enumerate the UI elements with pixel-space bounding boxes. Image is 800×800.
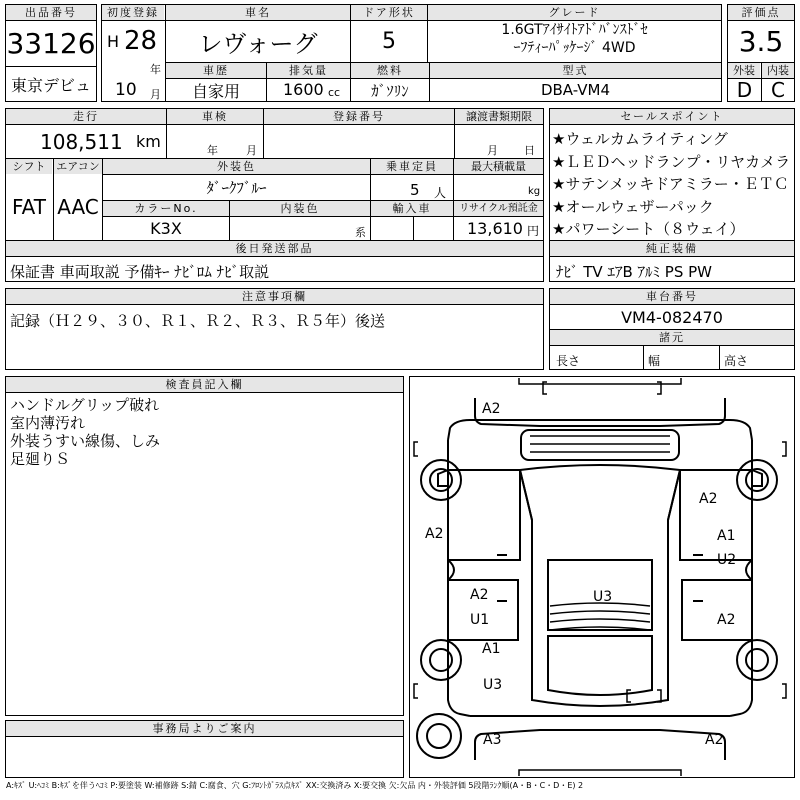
venue: 東京デビュ [10,75,91,95]
era: H [107,32,120,51]
inspector-notes [10,396,160,468]
grade-line1: 1.6GTｱｲｻｲﾄｱﾄﾞﾊﾞﾝｽﾄﾞｾ [501,22,648,38]
lot-label: 出品番号 [6,5,96,20]
history-label: 車歴 [166,63,266,78]
interior-label: 内装 [762,63,794,78]
inspection-month-unit: 月 [246,144,257,157]
history-value: 自家用 [191,81,240,101]
office-label: 事務局よりご案内 [6,721,403,736]
sales-point: ★パワーシート（８ウェイ） [552,220,745,238]
car-diagram [409,376,795,778]
load-unit: kg [528,186,541,197]
left-rear-wheel [421,640,461,680]
grade-label: グレード [428,5,721,20]
damage-mark: A3 [483,732,502,748]
right-front-door [680,470,752,560]
recycle-value: 13,610 [467,219,523,238]
model-label: 型式 [430,63,721,78]
sales-point: ★サテンメッキドアミラー・ＥＴＣ [552,175,789,193]
exterior-label: 外装 [728,63,760,78]
right-mirror [752,470,762,486]
first-reg-year: 28 [124,26,158,56]
rear-roof-outline [519,770,681,776]
front-bumper-outline [475,398,725,426]
displacement-value: 1600 [283,80,324,99]
inspection-year-unit: 年 [207,144,218,157]
fuel-value: ｶﾞｿﾘﾝ [371,81,409,100]
mileage-label: 走行 [6,109,166,124]
chassis-number: VM4-082470 [621,307,723,327]
transfer-day-unit: 日 [524,144,535,157]
first-reg-month: 10 [115,80,137,100]
displacement-label: 排気量 [267,63,350,78]
shift-label: シフト [6,159,52,174]
length-label: 長さ [556,354,581,368]
inspector-line: 室内薄汚れ [10,414,86,432]
sales-point: ★ＬＥＤヘッドランプ・リヤカメラ [552,152,791,171]
interior-color-label: 内装色 [230,201,370,216]
damage-mark: A2 [717,612,736,628]
right-rear-door [682,580,752,640]
damage-mark: A2 [425,526,444,542]
inspector-line: 外装うすい線傷、しみ [10,432,161,450]
later-parts-label: 後日発送部品 [6,241,543,256]
sales-points-label: セールスポイント [550,109,794,124]
model-value: DBA-VM4 [540,81,611,99]
lot-number: 33126 [6,26,96,60]
damage-mark: A2 [482,401,501,417]
transfer-label: 譲渡書類期限 [455,109,543,124]
damage-mark: U2 [717,552,737,568]
notes-text: 記録（Ｈ２９、３０、Ｒ１、Ｒ２、Ｒ３、Ｒ５年）後送 [10,312,386,330]
recycle-unit: 円 [527,224,540,238]
chassis-label: 車台番号 [550,289,794,304]
cabin-outline [520,465,680,706]
right-front-wheel [737,460,777,500]
score-value: 3.5 [738,24,784,58]
damage-mark: A2 [470,587,489,603]
width-label: 幅 [648,354,661,368]
year-unit: 年 [150,63,161,76]
inspector-label: 検査員記入欄 [6,377,403,392]
doors-label: ドア形状 [351,5,427,20]
car-name-label: 車名 [166,5,350,20]
displacement-unit: cc [328,86,341,99]
inspector-line: ハンドルグリップ破れ [10,396,160,414]
inspection-label: 車検 [167,109,263,124]
month-unit: 月 [150,88,161,101]
mileage-unit: km [136,132,161,151]
car-name: レヴォーグ [198,29,318,58]
sales-points-list [552,128,794,241]
mileage-value: 108,511 [40,130,123,154]
damage-mark: U3 [483,677,503,693]
notes-label: 注意事項欄 [6,289,543,304]
left-front-wheel [421,460,461,500]
damage-mark: U3 [593,589,613,605]
interior-score: C [771,79,785,101]
first-reg-label: 初度登録 [102,5,164,20]
shift-value: FAT [11,195,46,219]
ac-label: エアコン [54,159,102,174]
load-label: 最大積載量 [454,159,543,174]
right-rear-wheel [737,640,777,680]
rear-bumper-outline [475,730,725,760]
color-no-label: カラーNo. [103,201,229,216]
left-front-door [448,470,520,560]
exterior-score: D [736,79,753,101]
sales-point: ★オールウェザーパック [552,197,714,216]
damage-mark: U1 [470,612,490,628]
later-parts-value: 保証書 車両取説 予備ｷｰ ﾅﾋﾞﾛﾑ ﾅﾋﾞ取説 [10,263,270,281]
height-label: 高さ [724,354,749,368]
score-label: 評価点 [728,5,794,20]
damage-mark: A2 [705,732,724,748]
fuel-label: 燃料 [351,63,429,78]
windshield [521,430,679,460]
recycle-label: リサイクル預託金 [454,201,543,216]
color-label: 外装色 [103,159,370,174]
left-mirror [438,470,448,486]
front-spare-wheel [417,714,461,758]
damage-mark: A1 [717,528,736,544]
interior-color-unit: 系 [355,226,366,239]
color-value: ﾀﾞｰｸﾌﾞﾙｰ [206,179,267,197]
damage-mark: A2 [699,491,718,507]
equipment-label: 純正装備 [550,241,794,256]
color-no-value: K3X [150,218,182,238]
inspector-line: 足廻りＳ [10,450,71,468]
reg-number-label: 登録番号 [264,109,454,124]
capacity-label: 乗車定員 [371,159,453,174]
grade-value [428,21,721,61]
grade-line2: ｰﾌﾃｨｰﾊﾟｯｹｰｼﾞ 4WD [513,40,636,56]
legend: A:ｷｽﾞ U:ﾍｺﾐ B:ｷｽﾞを伴うﾍｺﾐ P:要塗装 W:補修跡 S:錆 C:腐食、穴 G:ﾌﾛﾝﾄｶﾞﾗｽ点ｷｽﾞ XX:交換済み X:要交換 欠:欠品 内・外装評価 5段階ﾗﾝｸ順(A・B・C・D・E) 2 [6,781,584,790]
capacity-unit: 人 [434,186,447,200]
sales-point: ★ウェルカムライティング [552,130,728,148]
import-label: 輸入車 [371,201,453,216]
doors-value: 5 [382,28,396,54]
ac-value: AAC [57,195,99,219]
equipment-value: ﾅﾋﾞ TV ｴｱB ｱﾙﾐ PS PW [556,263,712,281]
damage-mark: A1 [482,641,501,657]
capacity-value: 5 [410,181,420,199]
spec-label: 諸元 [550,330,794,345]
transfer-month-unit: 月 [487,144,498,157]
